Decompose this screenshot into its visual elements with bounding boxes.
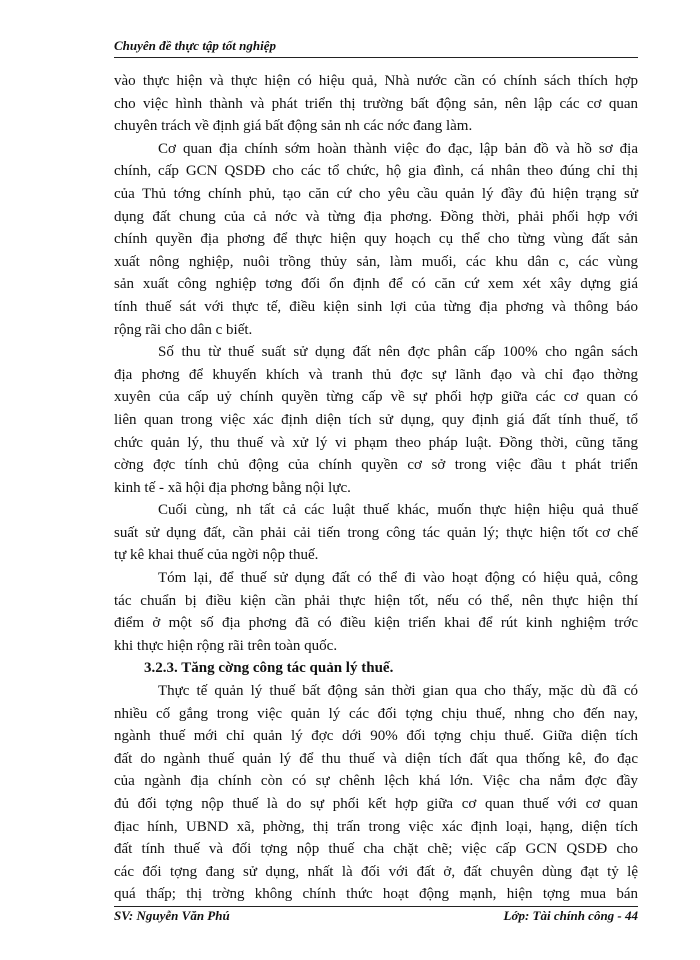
text-line: chính, cấp GCN QSDĐ cho các tổ chức, hộ gia đình, cá nhân theo đúng chỉ thị	[114, 163, 638, 180]
text-line: xuyên của cấp uỷ chính quyền từng cấp về sự phối hợp giữa các cơ quan có	[114, 389, 638, 406]
text-line: dụng đất chung của cả nớc và từng địa phơng. Đồng thời, phải phối hợp với	[114, 208, 638, 225]
text-line: chính quyền địa phơng để thực hiện quy hoạch cụ thể cho từng vùng đất sản	[114, 231, 638, 248]
text-line: Cơ quan địa chính sớm hoàn thành việc đo đạc, lập bản đồ và hồ sơ địa	[158, 140, 638, 157]
text-line: liên quan trong việc xác định diện tích sử dụng, quy định giá đất tính thuế, tổ	[114, 411, 638, 428]
text-line: tính thuế sát với thực tế, điều kiện sinh lợi của từng địa phơng và thông báo	[114, 298, 638, 315]
text-line: đất tính thuế và đối tợng nộp thuế cha chặt chẽ; việc cấp GCN QSDĐ cho	[114, 841, 638, 858]
text-line: ngành thuế mới chỉ quản lý đợc dới 90% đối tợng chịu thuế. Giữa diện tích	[114, 728, 638, 745]
text-line: Cuối cùng, nh tất cả các luật thuế khác, muốn thực hiện hiệu quả thuế	[158, 502, 638, 519]
footer-class-page: Lớp: Tài chính công - 44	[503, 908, 638, 923]
text-line: Tóm lại, để thuế sử dụng đất có thể đi vào hoạt động có hiệu quả, công	[158, 570, 638, 587]
text-line: xuất nông nghiệp, nuôi trồng thủy sản, làm muối, các khu dân c, các vùng	[114, 253, 638, 270]
footer-divider	[114, 906, 638, 907]
document-body	[114, 70, 638, 906]
text-line: Số thu từ thuế suất sử dụng đất nên đợc phân cấp 100% cho ngân sách	[158, 344, 638, 361]
footer-student-name: SV: Nguyễn Văn Phú	[114, 908, 230, 923]
text-line: địac hính, UBND xã, phờng, thị trấn trong việc xác định loại, hạng, diện tích	[114, 818, 638, 835]
text-line: tự kê khai thuế của ngời nộp thuế.	[114, 547, 319, 564]
header-divider	[114, 57, 638, 58]
text-line: tác chuẩn bị điều kiện cần phải thực hiện tốt, nếu có thể, nên thực hiện thí	[114, 592, 638, 609]
text-line: quá thấp; thị trờng không chính thức hoạt động mạnh, hiện tợng mua bán	[114, 886, 638, 903]
text-line: cho việc hình thành và phát triển thị trường bất động sản, nên lập các cơ quan	[114, 95, 638, 112]
text-line: Thực tế quản lý thuế bất động sản thời gian qua cho thấy, mặc dù đã có	[158, 683, 638, 700]
text-line: rộng rãi cho dân c biết.	[114, 321, 253, 338]
text-line: địa phơng để khuyến khích và tranh thủ đợc sự lãnh đạo và chỉ đạo thờng	[114, 366, 638, 383]
page-header-title: Chuyên đề thực tập tốt nghiệp	[114, 38, 276, 53]
text-line: nhiều cố gắng trong việc quản lý các đối tợng chịu thuế, nhng cho đến nay,	[114, 705, 638, 722]
text-line: cờng đợc tính chủ động của chính quyền cơ sở trong việc đầu t phát triển	[114, 457, 638, 474]
text-line: kinh tế - xã hội địa phơng bằng nội lực.	[114, 479, 351, 496]
text-line: sản xuất công nghiệp tơng đối ổn định để có căn cứ xem xét xây dựng giá	[114, 276, 638, 293]
text-line: suất sử dụng đất, cần phải cải tiến trong công tác quản lý; thực hiện tốt cơ chế	[114, 524, 638, 541]
section-heading: 3.2.3. Tăng cờng công tác quản lý thuế.	[144, 660, 394, 677]
text-line: của ngành địa chính còn có sự chênh lệch khá lớn. Việc cha nắm đợc đầy	[114, 773, 638, 790]
text-line: vào thực hiện và thực hiện có hiệu quả, Nhà nước cần có chính sách thích hợp	[114, 73, 638, 89]
text-line: đủ đối tợng nộp thuế là do sự phối kết hợp giữa cơ quan thuế với cơ quan	[114, 796, 638, 812]
text-line: chức quản lý, thu thuế và xử lý vi phạm theo pháp luật. Đồng thời, cũng tăng	[114, 434, 638, 451]
text-line: các đối tợng đang sử dụng, nhất là đối với đất ở, đất chuyên dùng đạt tỷ lệ	[114, 863, 638, 880]
text-line: chuyên trách về định giá bất động sản nh các nớc đang làm.	[114, 118, 473, 135]
text-line: của Thủ tớng chính phủ, tạo căn cứ cho yêu cầu quản lý đầy đủ hiện trạng sử	[114, 185, 638, 202]
text-line: đất do ngành thuế quản lý để thu thuế và diện tích đất qua thống kê, đo đạc	[114, 750, 638, 767]
text-line: khi thực hiện rộng rãi trên toàn quốc.	[114, 637, 338, 654]
text-line: điểm ở một số địa phơng đã có điều kiện triển khai để rút kinh nghiệm trớc	[114, 615, 638, 632]
